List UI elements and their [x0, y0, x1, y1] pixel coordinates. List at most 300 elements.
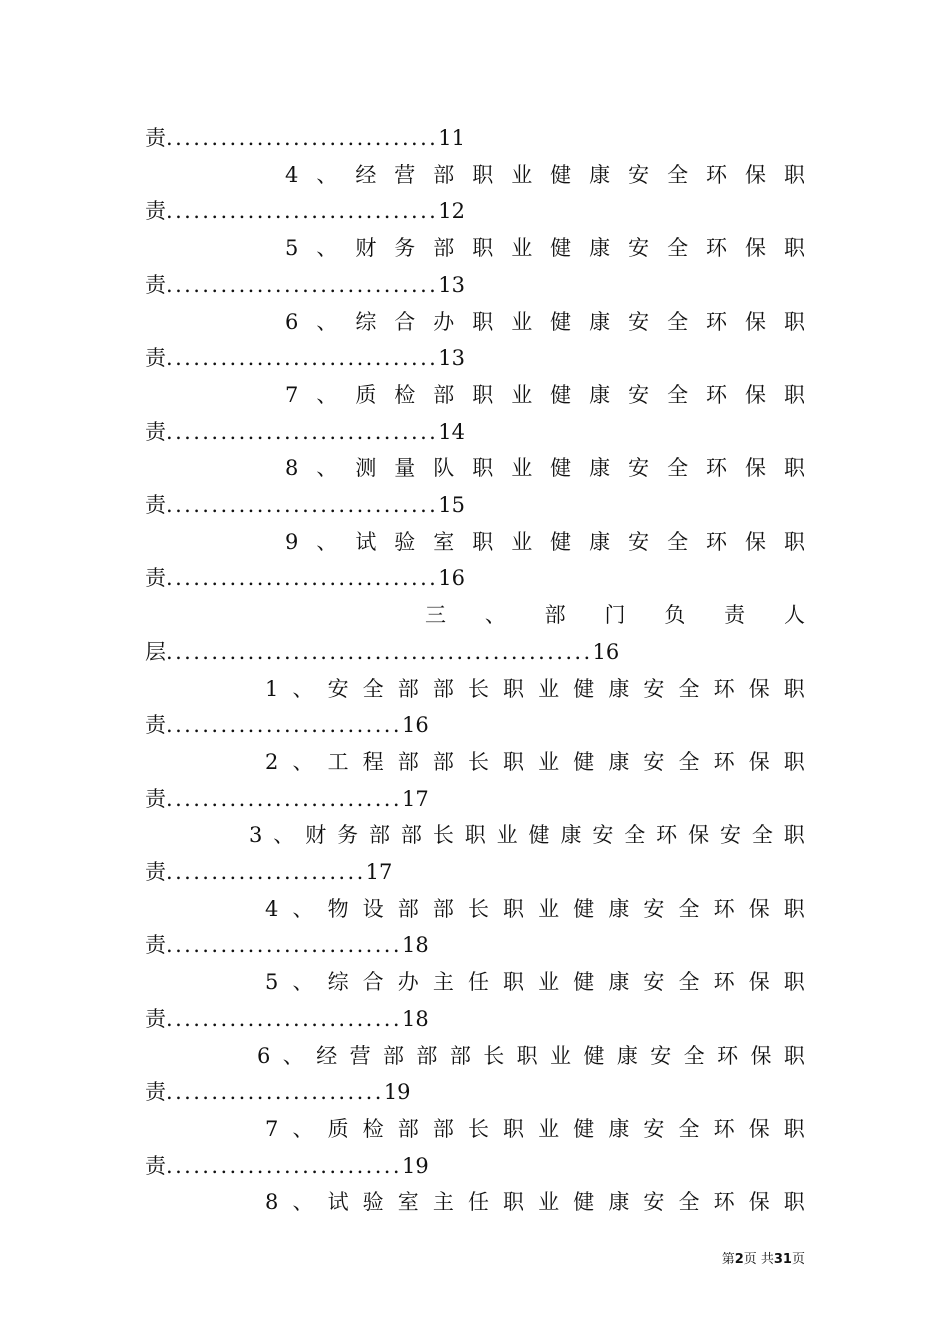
toc-title-char: 职 [464, 823, 486, 848]
toc-entry-leader [145, 1074, 805, 1110]
toc-title-char: 部 [449, 1043, 471, 1068]
footer-suffix: 页 [791, 1252, 805, 1267]
toc-title-char: 业 [538, 970, 560, 995]
toc-title-char: 全 [667, 382, 689, 407]
toc-title-char: 综 [355, 309, 377, 334]
toc-leader-text: 责 [145, 1006, 166, 1031]
toc-title-char: 职 [472, 162, 494, 187]
toc-leader-dots: ............................................... [166, 639, 593, 664]
toc-title-char: 康 [608, 1190, 630, 1215]
toc-leader-text: 责 [145, 713, 166, 738]
toc-title-char: 康 [608, 970, 630, 995]
page-footer [722, 1248, 805, 1267]
toc-title-char: 全 [683, 1043, 705, 1068]
toc-page-number[interactable]: 17 [401, 786, 429, 811]
toc-title-char: 安 [628, 236, 650, 261]
toc-title-char: 全 [667, 309, 689, 334]
toc-title-char: 程 [362, 749, 384, 774]
toc-title-char: 业 [511, 309, 533, 334]
toc-title-char: 、 [282, 1043, 304, 1068]
toc-title-char: 健 [573, 676, 595, 701]
toc-title-char: 保 [748, 1190, 770, 1215]
toc-title-char: 任 [467, 1190, 489, 1215]
toc-title-char: 综 [327, 970, 349, 995]
toc-title-char: 职 [783, 676, 805, 701]
toc-title-char: 业 [496, 823, 518, 848]
toc-title-char: 全 [362, 676, 384, 701]
toc-title-char: 9 [285, 529, 299, 554]
toc-entry-title [145, 964, 805, 1000]
toc-title-char: 5 [285, 236, 299, 261]
toc-title-char: 职 [783, 382, 805, 407]
toc-entry-leader [145, 487, 805, 523]
toc-title-char: 营 [394, 162, 416, 187]
toc-title-char: 安 [628, 456, 650, 481]
toc-title-char: 部 [369, 823, 390, 848]
toc-title-char: 康 [589, 162, 611, 187]
toc-title-char: 部 [397, 676, 419, 701]
toc-entry-leader [145, 781, 805, 817]
toc-entry-title [145, 450, 805, 486]
toc-title-char: 环 [706, 236, 728, 261]
toc-title-char: 、 [292, 749, 314, 774]
toc-title-char: 健 [550, 162, 572, 187]
toc-title-char: 物 [327, 896, 349, 921]
toc-title-char: 环 [713, 749, 735, 774]
toc-leader-text: 责 [145, 860, 166, 884]
toc-title-char: 验 [394, 529, 416, 554]
toc-title-char: 、 [292, 970, 314, 995]
toc-title-char: 测 [355, 456, 377, 481]
toc-title-char: 安 [650, 1043, 672, 1068]
toc-page-number[interactable]: 18 [401, 1006, 429, 1031]
toc-leader-text: 层 [145, 639, 166, 664]
toc-title-char: 6 [285, 309, 299, 334]
toc-title-char: 、 [292, 676, 314, 701]
toc-title-char: 全 [751, 823, 773, 848]
toc-leader-dots: .......................... [166, 1006, 402, 1031]
toc-title-char: 职 [783, 309, 805, 334]
toc-entry-leader [145, 707, 805, 743]
toc-title-char: 长 [467, 896, 489, 921]
toc-page-number[interactable]: 16 [592, 639, 620, 664]
toc-title-char: 业 [511, 162, 533, 187]
toc-title-char: 保 [748, 896, 770, 921]
toc-title-char: 办 [397, 970, 419, 995]
footer-middle: 页 共 [743, 1252, 774, 1267]
toc-title-char: 安 [643, 1190, 665, 1215]
toc-title-char: 5 [265, 970, 279, 995]
toc-title-char: 安 [628, 162, 650, 187]
toc-title-char: 主 [432, 1190, 454, 1215]
toc-title-char: 设 [362, 896, 384, 921]
toc-title-char: 部 [432, 1116, 454, 1141]
toc-title-char: 、 [316, 529, 338, 554]
toc-title-char: 健 [550, 309, 572, 334]
toc-title-char: 全 [667, 236, 689, 261]
toc-title-char: 1 [265, 676, 279, 701]
toc-entry-title [145, 891, 805, 927]
toc-title-char: 职 [783, 1116, 805, 1141]
toc-page-number[interactable]: 15 [438, 493, 465, 517]
toc-entry-title [145, 524, 805, 560]
toc-title-char: 、 [316, 236, 338, 261]
toc-leader-text: 责 [145, 1080, 166, 1105]
toc-leader-text: 责 [145, 199, 166, 224]
footer-total-pages: 31 [773, 1252, 792, 1267]
toc-title-char: 、 [484, 603, 506, 628]
toc-title-char: 保 [748, 749, 770, 774]
toc-entry-leader [145, 1148, 805, 1184]
toc-title-char: 环 [713, 1116, 735, 1141]
toc-entry-leader [145, 267, 805, 303]
toc-page-number[interactable]: 18 [401, 933, 429, 958]
toc-title-char: 环 [656, 823, 678, 848]
toc-title-char: 康 [560, 823, 582, 848]
toc-leader-dots: .......................... [166, 786, 402, 811]
toc-title-char: 环 [706, 382, 728, 407]
footer-current-page: 2 [734, 1252, 744, 1267]
toc-title-char: 财 [355, 236, 377, 261]
toc-title-char: 部 [544, 603, 566, 628]
toc-title-char: 检 [394, 382, 416, 407]
toc-title-char: 全 [624, 823, 646, 848]
toc-title-char: 环 [713, 896, 735, 921]
toc-title-char: 环 [717, 1043, 739, 1068]
toc-title-char: 职 [783, 749, 805, 774]
toc-page-number[interactable]: 11 [438, 126, 465, 150]
toc-title-char: 职 [783, 1043, 805, 1068]
toc-title-char: 量 [394, 456, 416, 481]
toc-title-char: 保 [745, 236, 766, 261]
toc-title-char: 长 [467, 1116, 489, 1141]
toc-title-char: 保 [745, 382, 766, 407]
toc-title-char: 3 [249, 823, 263, 848]
toc-title-char: 责 [724, 603, 746, 628]
toc-leader-text: 责 [145, 786, 166, 811]
toc-title-char: 职 [503, 749, 525, 774]
toc-title-char: 职 [783, 456, 805, 481]
toc-title-char: 验 [362, 1190, 384, 1215]
toc-title-char: 保 [688, 823, 710, 848]
toc-title-char: 安 [628, 529, 650, 554]
toc-title-char: 经 [316, 1043, 338, 1068]
toc-entry-title [145, 377, 805, 413]
toc-title-char: 业 [538, 1190, 560, 1215]
toc-title-char: 康 [589, 382, 611, 407]
toc-title-char: 试 [355, 529, 377, 554]
toc-title-char: 业 [511, 382, 533, 407]
toc-leader-dots: ........................ [166, 1080, 384, 1105]
toc-entry-leader [145, 193, 805, 229]
toc-title-char: 部 [432, 749, 454, 774]
toc-title-char: 康 [616, 1043, 638, 1068]
toc-title-char: 全 [667, 456, 689, 481]
toc-title-char: 安 [643, 896, 665, 921]
toc-title-char: 全 [678, 676, 700, 701]
toc-entry-title [145, 1184, 805, 1220]
toc-title-char: 长 [467, 676, 489, 701]
toc-title-char: 部 [397, 749, 419, 774]
toc-title-char: 职 [472, 382, 494, 407]
toc-title-char: 安 [327, 676, 349, 701]
toc-title-char: 、 [292, 896, 314, 921]
toc-title-char: 经 [355, 162, 377, 187]
toc-title-char: 队 [433, 456, 455, 481]
toc-title-char: 8 [285, 456, 299, 481]
toc-title-char: 、 [316, 162, 338, 187]
toc-title-char: 安 [643, 970, 665, 995]
toc-page-number[interactable]: 16 [438, 566, 465, 591]
toc-title-char: 全 [667, 162, 689, 187]
toc-title-char: 、 [316, 382, 338, 407]
toc-leader-dots: ...................... [166, 860, 366, 884]
toc-title-char: 健 [550, 456, 572, 481]
toc-leader-dots: .............................. [166, 346, 439, 371]
toc-title-char: 保 [745, 456, 766, 481]
toc-page-number[interactable]: 13 [438, 346, 465, 371]
toc-title-char: 职 [472, 309, 494, 334]
toc-title-char: 全 [678, 970, 700, 995]
toc-title-char: 安 [643, 1116, 665, 1141]
toc-title-char: 安 [592, 823, 614, 848]
toc-title-char: 7 [285, 382, 299, 407]
toc-title-char: 门 [604, 603, 626, 628]
toc-title-char: 业 [538, 749, 560, 774]
toc-title-char: 部 [432, 896, 454, 921]
toc-entry-title [145, 671, 805, 707]
toc-title-char: 职 [783, 529, 805, 554]
toc-title-char: 质 [355, 382, 377, 407]
toc-title-char: 全 [678, 1116, 700, 1141]
toc-title-char: 、 [316, 309, 338, 334]
toc-title-char: 试 [327, 1190, 349, 1215]
toc-title-char: 工 [327, 749, 349, 774]
toc-title-char: 环 [706, 309, 728, 334]
toc-entry-leader [145, 340, 805, 376]
toc-title-char: 部 [383, 1043, 404, 1068]
toc-title-char: 环 [713, 1190, 735, 1215]
toc-leader-dots: .............................. [166, 566, 439, 591]
toc-entry-leader [145, 634, 805, 670]
toc-leader-text: 责 [145, 346, 166, 371]
toc-title-char: 健 [583, 1043, 605, 1068]
toc-title-char: 部 [416, 1043, 438, 1068]
toc-title-char: 4 [265, 896, 279, 921]
toc-leader-text: 责 [145, 272, 166, 297]
toc-title-char: 保 [748, 676, 770, 701]
toc-title-char: 任 [467, 970, 489, 995]
toc-page-number[interactable]: 16 [401, 713, 429, 738]
toc-title-char: 职 [472, 456, 494, 481]
toc-leader-dots: .......................... [166, 713, 402, 738]
toc-title-char: 康 [589, 236, 611, 261]
toc-title-char: 业 [550, 1043, 572, 1068]
toc-title-char: 职 [783, 970, 805, 995]
toc-title-char: 三 [425, 603, 446, 628]
toc-entry-leader [145, 560, 805, 596]
toc-title-char: 康 [589, 456, 611, 481]
toc-title-char: 业 [538, 896, 560, 921]
toc-title-char: 营 [349, 1043, 371, 1068]
toc-title-char: 部 [432, 676, 454, 701]
toc-title-char: 职 [783, 1190, 805, 1215]
toc-title-char: 安 [643, 749, 665, 774]
toc-title-char: 保 [748, 1116, 770, 1141]
toc-title-char: 财 [305, 823, 327, 848]
toc-title-char: 健 [573, 970, 595, 995]
toc-title-char: 6 [257, 1043, 271, 1068]
toc-title-char: 环 [706, 456, 728, 481]
toc-entry-title [145, 230, 805, 266]
toc-title-char: 康 [608, 1116, 630, 1141]
toc-title-char: 职 [503, 1116, 525, 1141]
toc-title-char: 合 [394, 309, 416, 334]
toc-leader-dots: .......................... [166, 933, 402, 958]
toc-title-char: 职 [503, 970, 525, 995]
toc-title-char: 长 [432, 823, 454, 848]
toc-title-char: 环 [706, 162, 728, 187]
toc-title-char: 、 [316, 456, 338, 481]
toc-title-char: 职 [503, 1190, 525, 1215]
toc-title-char: 健 [528, 823, 550, 848]
toc-leader-text: 责 [145, 493, 166, 517]
toc-title-char: 全 [667, 529, 689, 554]
toc-title-char: 、 [273, 823, 295, 848]
toc-page-number[interactable]: 14 [438, 419, 465, 444]
toc-title-char: 全 [678, 1190, 700, 1215]
toc-title-char: 健 [573, 896, 595, 921]
toc-title-char: 部 [397, 1116, 419, 1141]
toc-title-char: 质 [327, 1116, 349, 1141]
toc-title-char: 保 [750, 1043, 772, 1068]
toc-title-char: 康 [608, 749, 630, 774]
toc-title-char: 务 [394, 236, 416, 261]
toc-leader-text: 责 [145, 566, 166, 591]
toc-title-char: 安 [643, 676, 665, 701]
toc-title-char: 室 [433, 529, 455, 554]
toc-title-char: 保 [748, 970, 770, 995]
toc-entry-title [145, 817, 805, 853]
toc-title-char: 合 [362, 970, 384, 995]
toc-title-char: 务 [337, 823, 359, 848]
toc-entry-leader [145, 414, 805, 450]
toc-leader-dots: .............................. [166, 126, 439, 150]
toc-title-char: 康 [589, 529, 611, 554]
toc-title-char: 7 [265, 1116, 279, 1141]
toc-title-char: 全 [678, 749, 700, 774]
toc-title-char: 职 [783, 896, 805, 921]
toc-page-number[interactable]: 13 [438, 272, 465, 297]
toc-page-number[interactable]: 12 [438, 199, 465, 224]
toc-title-char: 2 [265, 749, 279, 774]
toc-entry-leader [145, 120, 805, 156]
toc-title-char: 康 [608, 676, 630, 701]
toc-leader-dots: .............................. [166, 419, 439, 444]
toc-title-char: 职 [472, 236, 494, 261]
toc-leader-dots: .............................. [166, 199, 439, 224]
toc-leader-text: 责 [145, 419, 166, 444]
toc-title-char: 部 [400, 823, 422, 848]
toc-title-char: 负 [664, 603, 686, 628]
toc-title-char: 职 [783, 823, 805, 848]
footer-prefix: 第 [721, 1252, 735, 1267]
toc-title-char: 部 [397, 896, 419, 921]
toc-entry-title [145, 157, 805, 193]
toc-entry-title [145, 1038, 805, 1074]
toc-title-char: 职 [516, 1043, 538, 1068]
toc-page-number[interactable]: 19 [401, 1153, 429, 1178]
toc-leader-text: 责 [145, 933, 166, 958]
toc-title-char: 部 [433, 382, 455, 407]
toc-entry-leader [145, 927, 805, 963]
toc-title-char: 职 [783, 162, 805, 187]
toc-title-char: 职 [783, 236, 805, 261]
toc-leader-dots: .............................. [166, 493, 439, 517]
toc-entry-title [145, 1111, 805, 1147]
toc-title-char: 环 [713, 676, 735, 701]
toc-entry-title [145, 304, 805, 340]
toc-title-char: 环 [706, 529, 728, 554]
toc-title-char: 长 [483, 1043, 505, 1068]
toc-title-char: 职 [503, 676, 525, 701]
toc-title-char: 安 [628, 309, 650, 334]
toc-title-char: 保 [745, 529, 766, 554]
toc-title-char: 职 [472, 529, 494, 554]
toc-title-char: 业 [511, 529, 533, 554]
toc-title-char: 长 [467, 749, 489, 774]
toc-title-char: 8 [265, 1190, 279, 1215]
toc-title-char: 健 [550, 382, 572, 407]
toc-title-char: 健 [573, 1190, 595, 1215]
toc-leader-dots: .............................. [166, 272, 439, 297]
toc-title-char: 室 [397, 1190, 419, 1215]
toc-page-number[interactable]: 19 [383, 1080, 411, 1105]
toc-entry-title [145, 597, 805, 633]
toc-title-char: 检 [362, 1116, 384, 1141]
toc-title-char: 健 [550, 529, 572, 554]
toc-title-char: 全 [678, 896, 700, 921]
toc-title-char: 健 [573, 749, 595, 774]
toc-title-char: 业 [538, 676, 560, 701]
toc-title-char: 、 [292, 1116, 314, 1141]
toc-page-number[interactable]: 17 [365, 860, 393, 884]
toc-title-char: 健 [573, 1116, 595, 1141]
toc-title-char: 保 [745, 309, 766, 334]
toc-title-char: 环 [713, 970, 735, 995]
toc-title-char: 4 [285, 162, 299, 187]
toc-title-char: 业 [511, 236, 533, 261]
toc-title-char: 保 [745, 162, 766, 187]
toc-entry-leader [145, 854, 805, 890]
toc-title-char: 安 [628, 382, 650, 407]
toc-title-char: 康 [589, 309, 611, 334]
toc-title-char: 安 [719, 823, 741, 848]
toc-leader-text: 责 [145, 126, 166, 150]
toc-title-char: 部 [433, 236, 455, 261]
toc-title-char: 健 [550, 236, 572, 261]
toc-entry-title [145, 744, 805, 780]
toc-title-char: 职 [503, 896, 525, 921]
toc-title-char: 业 [538, 1116, 560, 1141]
toc-title-char: 康 [608, 896, 630, 921]
toc-leader-text: 责 [145, 1153, 166, 1178]
toc-title-char: 部 [433, 162, 455, 187]
toc-title-char: 办 [433, 309, 455, 334]
toc-title-char: 主 [432, 970, 454, 995]
toc-title-char: 、 [292, 1190, 314, 1215]
toc-title-char: 业 [511, 456, 533, 481]
